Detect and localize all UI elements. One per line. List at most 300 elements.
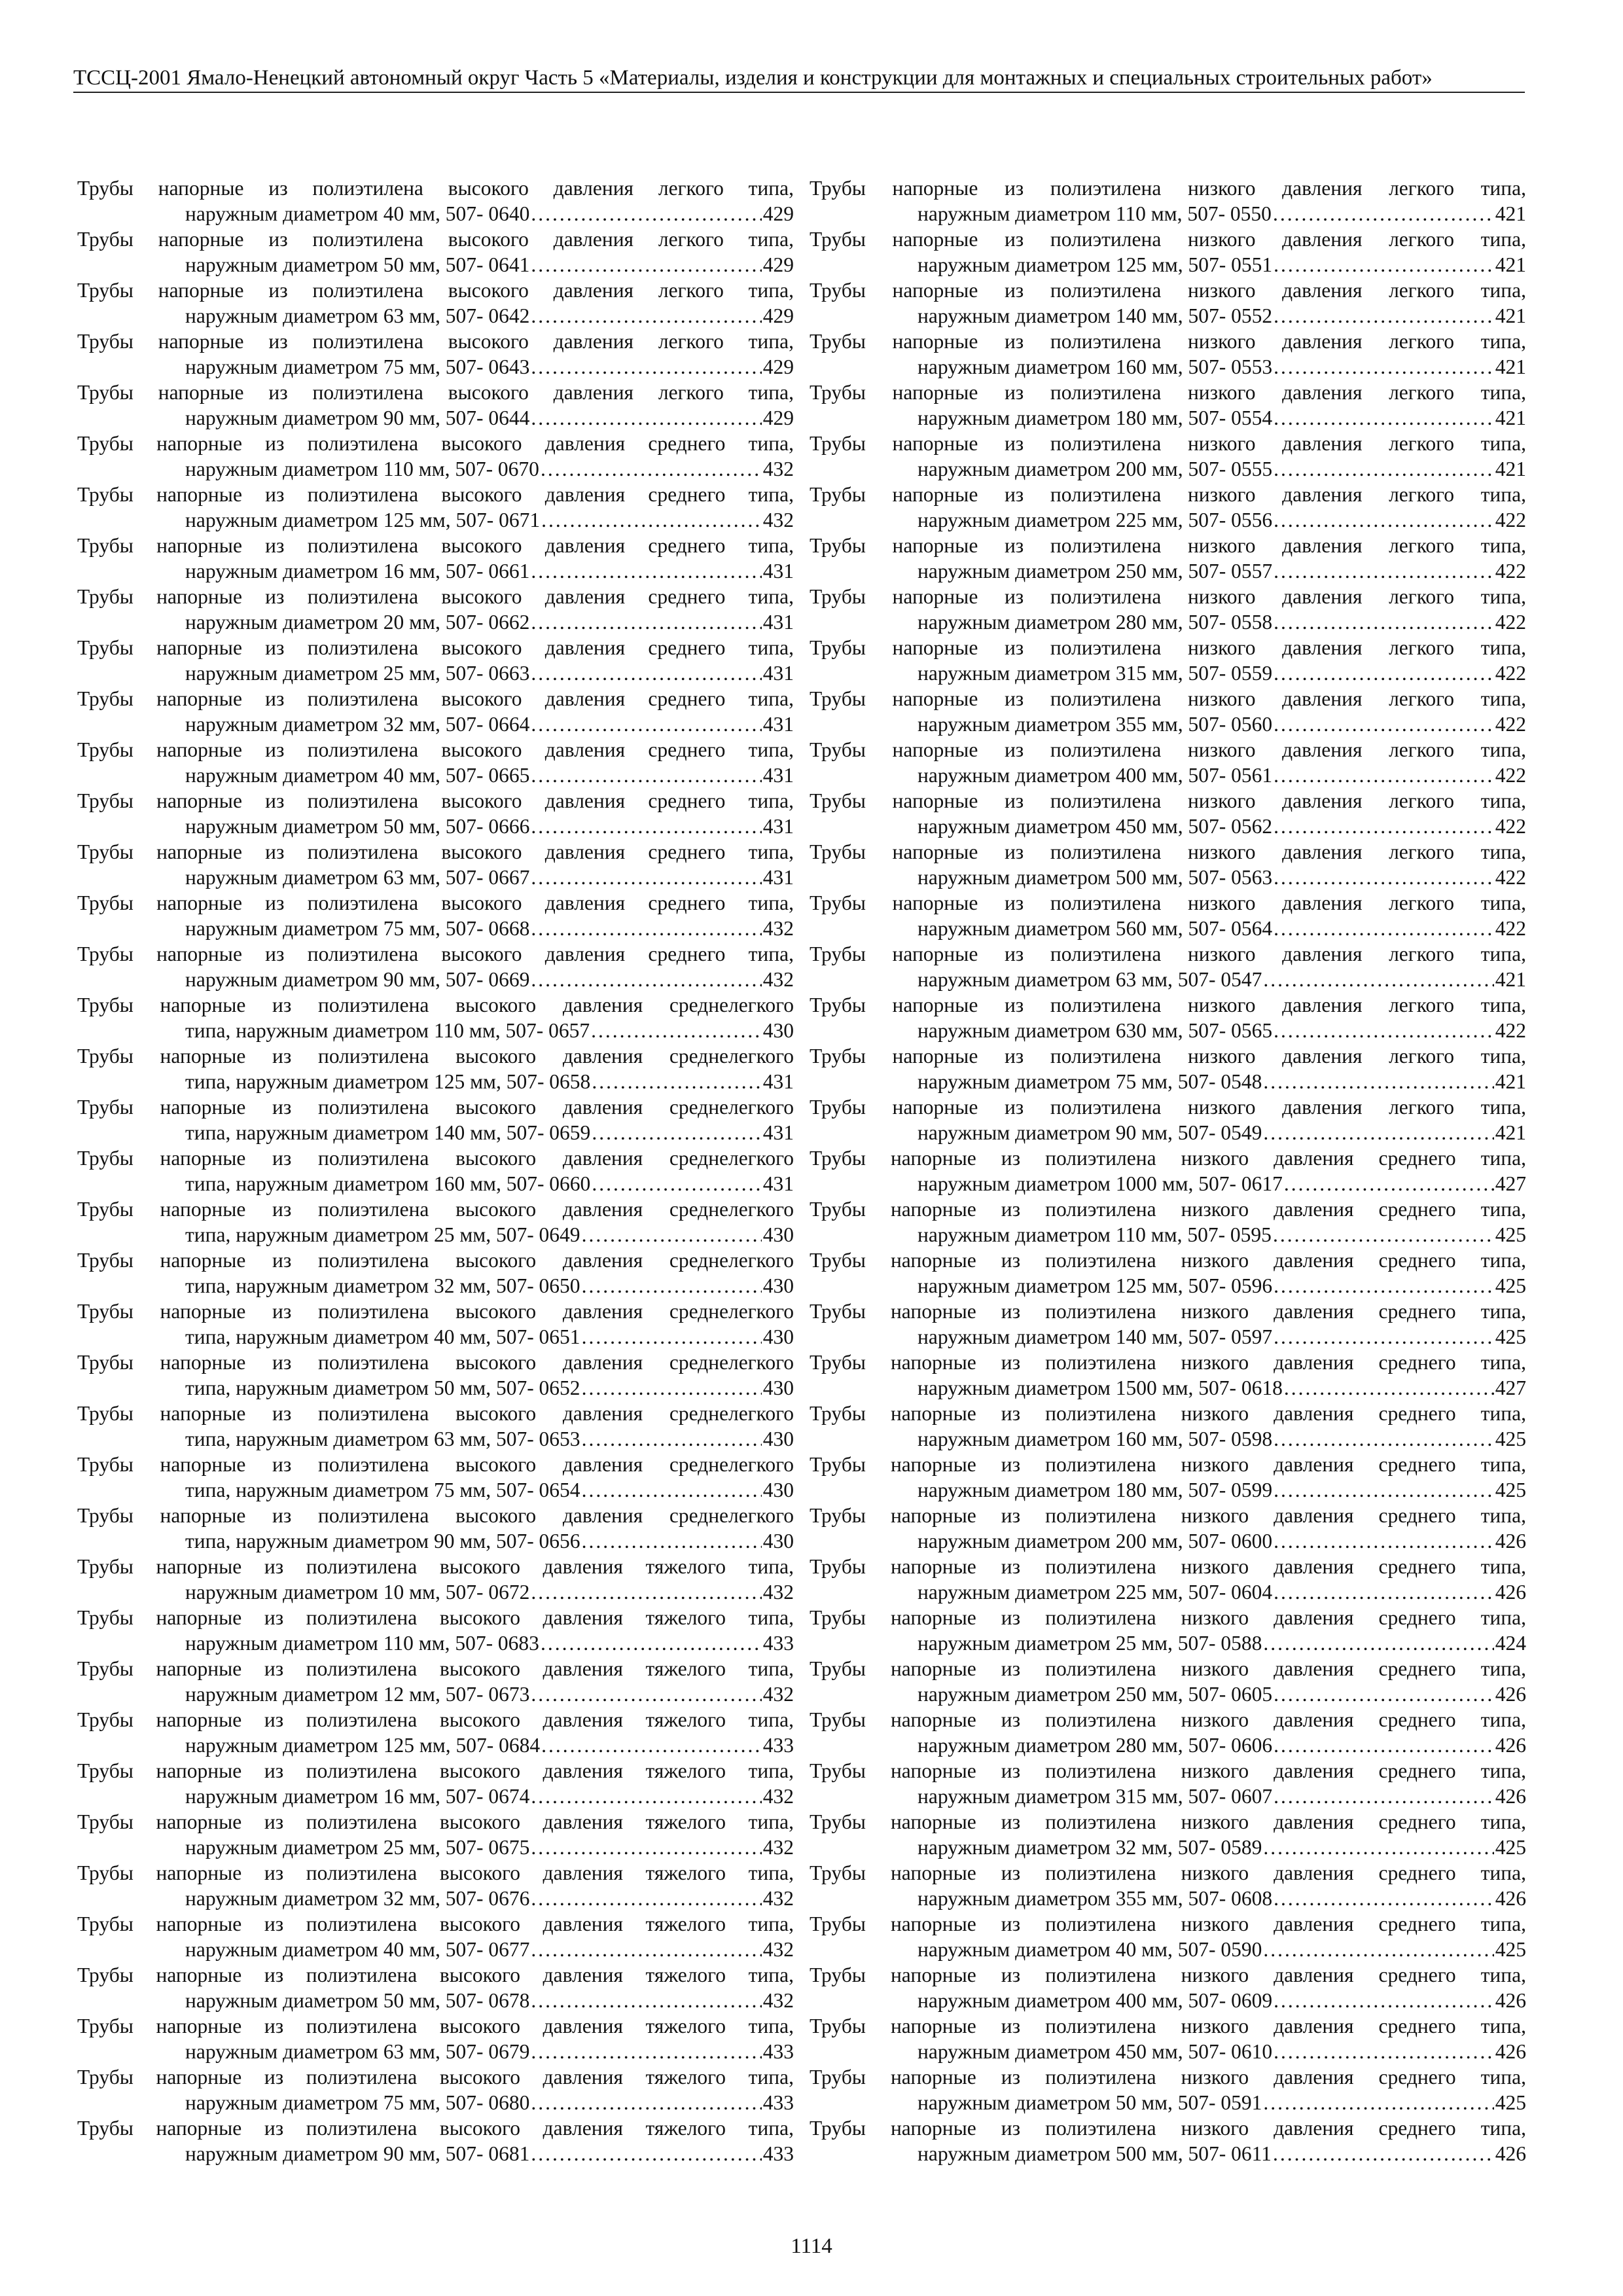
entry-page-ref: 425 <box>1495 1836 1526 1859</box>
index-entry <box>77 1809 794 1860</box>
index-entry <box>810 1911 1526 1962</box>
dot-leader <box>592 1171 761 1196</box>
entry-detail-text: наружным диаметром 400 мм, 507- 0561 <box>918 764 1273 787</box>
dot-leader <box>582 1324 762 1350</box>
entry-page-ref: 430 <box>762 1019 794 1042</box>
entry-detail-line <box>77 2141 794 2166</box>
entry-detail-line <box>810 456 1526 482</box>
entry-title-line: Трубы напорные из полиэтилена высокого давления тяжелого типа, <box>77 1708 794 1731</box>
dot-leader <box>1274 711 1494 737</box>
entry-detail-line <box>77 1069 794 1094</box>
entry-detail-text: наружным диаметром 32 мм, 507- 0589 <box>918 1836 1262 1859</box>
entry-detail-line <box>77 1732 794 1758</box>
index-entry <box>810 941 1526 992</box>
entry-detail-text: наружным диаметром 250 мм, 507- 0605 <box>918 1683 1273 1706</box>
entry-title-line: Трубы напорные из полиэтилена высокого давления легкого типа, <box>77 228 794 251</box>
entry-detail-text: наружным диаметром 20 мм, 507- 0662 <box>185 611 530 634</box>
index-entry <box>810 584 1526 635</box>
entry-page-ref: 430 <box>762 1274 794 1297</box>
entry-title-line: Трубы напорные из полиэтилена низкого давления среднего типа, <box>810 1708 1526 1731</box>
dot-leader <box>531 1784 761 1809</box>
entry-detail-text: типа, наружным диаметром 75 мм, 507- 0654 <box>185 1479 580 1501</box>
entry-title-line: Трубы напорные из полиэтилена низкого давления легкого типа, <box>810 177 1526 200</box>
entry-detail-text: наружным диаметром 63 мм, 507- 0667 <box>185 866 530 889</box>
entry-title-line: Трубы напорные из полиэтилена низкого давления среднего типа, <box>810 1300 1526 1323</box>
entry-detail-line <box>810 201 1526 226</box>
entry-page-ref: 431 <box>762 815 794 838</box>
entry-detail-line <box>810 660 1526 686</box>
entry-title-line: Трубы напорные из полиэтилена низкого давления среднего типа, <box>810 1606 1526 1629</box>
entry-page-ref: 432 <box>762 917 794 940</box>
entry-page-ref: 430 <box>762 1223 794 1246</box>
entry-title-line: Трубы напорные из полиэтилена высокого давления среднелегкого <box>77 1402 794 1425</box>
entry-detail-text: типа, наружным диаметром 63 мм, 507- 0653 <box>185 1427 580 1450</box>
entry-title-line: Трубы напорные из полиэтилена низкого давления легкого типа, <box>810 534 1526 557</box>
entry-detail-line <box>77 916 794 941</box>
entry-page-ref: 432 <box>762 968 794 991</box>
index-entry <box>810 1247 1526 1299</box>
entry-title-line: Трубы напорные из полиэтилена высокого давления среднего типа, <box>77 534 794 557</box>
entry-detail-line <box>77 1886 794 1911</box>
dot-leader <box>531 303 761 329</box>
dot-leader <box>1274 1477 1494 1503</box>
entry-page-ref: 431 <box>762 611 794 634</box>
dot-leader <box>582 1528 762 1554</box>
index-entry <box>810 1809 1526 1860</box>
entry-title-line: Трубы напорные из полиэтилена высокого давления среднего типа, <box>77 483 794 506</box>
entry-page-ref: 421 <box>1495 202 1526 225</box>
entry-page-ref: 424 <box>1495 1632 1526 1655</box>
entry-detail-text: наружным диаметром 63 мм, 507- 0547 <box>918 968 1262 991</box>
entry-page-ref: 431 <box>762 560 794 583</box>
entry-title-line: Трубы напорные из полиэтилена высокого давления среднелегкого <box>77 994 794 1016</box>
entry-detail-line <box>810 916 1526 941</box>
entry-page-ref: 425 <box>1495 1223 1526 1246</box>
dot-leader <box>1284 1375 1494 1401</box>
dot-leader <box>531 660 761 686</box>
index-entry <box>810 1503 1526 1554</box>
entry-page-ref: 432 <box>762 1887 794 1910</box>
index-entry <box>77 226 794 278</box>
entry-detail-line <box>77 1681 794 1707</box>
index-entry <box>77 1247 794 1299</box>
running-header: ТССЦ-2001 Ямало-Ненецкий автономный округ Часть 5 «Материалы, изделия и конструкции для монтажных и специальных строительных работ» <box>73 65 1525 93</box>
entry-detail-line <box>810 2039 1526 2064</box>
index-entry <box>810 1962 1526 2013</box>
entry-page-ref: 422 <box>1495 866 1526 889</box>
index-entry <box>810 992 1526 1043</box>
entry-detail-line <box>77 1835 794 1860</box>
entry-detail-text: типа, наружным диаметром 110 мм, 507- 0657 <box>185 1019 590 1042</box>
index-entry <box>810 788 1526 839</box>
entry-detail-line <box>77 1171 794 1196</box>
index-entry <box>77 1350 794 1401</box>
dot-leader <box>582 1477 762 1503</box>
entry-detail-text: типа, наружным диаметром 25 мм, 507- 0649 <box>185 1223 580 1246</box>
entry-detail-text: наружным диаметром 225 мм, 507- 0556 <box>918 509 1273 531</box>
dot-leader <box>592 1069 761 1094</box>
entry-page-ref: 425 <box>1495 2091 1526 2114</box>
index-entry <box>810 1350 1526 1401</box>
entry-page-ref: 430 <box>762 1530 794 1552</box>
entry-detail-line <box>77 507 794 533</box>
entry-detail-text: наружным диаметром 16 мм, 507- 0674 <box>185 1785 530 1808</box>
entry-title-line: Трубы напорные из полиэтилена высокого давления среднелегкого <box>77 1096 794 1119</box>
entry-detail-text: наружным диаметром 315 мм, 507- 0607 <box>918 1785 1273 1808</box>
dot-leader <box>1274 558 1494 584</box>
entry-title-line: Трубы напорные из полиэтилена низкого давления среднего типа, <box>810 1147 1526 1170</box>
index-entry <box>77 175 794 226</box>
entry-detail-line <box>810 1630 1526 1656</box>
entry-detail-text: наружным диаметром 75 мм, 507- 0668 <box>185 917 530 940</box>
entry-page-ref: 431 <box>762 1121 794 1144</box>
entry-detail-line <box>810 762 1526 788</box>
index-entry <box>810 278 1526 329</box>
entry-page-ref: 429 <box>762 406 794 429</box>
entry-title-line: Трубы напорные из полиэтилена низкого давления легкого типа, <box>810 789 1526 812</box>
entry-detail-line <box>810 405 1526 431</box>
index-entry <box>77 1605 794 1656</box>
entry-title-line: Трубы напорные из полиэтилена низкого давления легкого типа, <box>810 228 1526 251</box>
entry-page-ref: 430 <box>762 1325 794 1348</box>
page-number: 1114 <box>791 2234 832 2258</box>
entry-title-line: Трубы напорные из полиэтилена низкого давления легкого типа, <box>810 330 1526 353</box>
dot-leader <box>531 762 761 788</box>
entry-detail-text: типа, наружным диаметром 140 мм, 507- 0659 <box>185 1121 591 1144</box>
entry-title-line: Трубы напорные из полиэтилена высокого давления среднего типа, <box>77 432 794 455</box>
entry-page-ref: 421 <box>1495 457 1526 480</box>
entry-title-line: Трубы напорные из полиэтилена низкого давления среднего типа, <box>810 1249 1526 1272</box>
entry-detail-line <box>810 2141 1526 2166</box>
entry-detail-line <box>77 1273 794 1299</box>
index-entry <box>810 635 1526 686</box>
entry-detail-text: наружным диаметром 110 мм, 507- 0683 <box>185 1632 539 1655</box>
entry-detail-line <box>77 1120 794 1145</box>
dot-leader <box>531 354 761 380</box>
dot-leader <box>531 1988 761 2013</box>
entry-detail-line <box>810 1273 1526 1299</box>
entry-detail-line <box>810 1222 1526 1247</box>
entry-detail-text: наружным диаметром 50 мм, 507- 0591 <box>918 2091 1262 2114</box>
dot-leader <box>1274 1681 1494 1707</box>
entry-page-ref: 427 <box>1495 1376 1526 1399</box>
entry-page-ref: 422 <box>1495 815 1526 838</box>
index-entry <box>77 1554 794 1605</box>
index-entry <box>810 1707 1526 1758</box>
entry-title-line: Трубы напорные из полиэтилена низкого давления среднего типа, <box>810 1198 1526 1221</box>
entry-page-ref: 426 <box>1495 2040 1526 2063</box>
entry-page-ref: 429 <box>762 304 794 327</box>
entry-page-ref: 426 <box>1495 1785 1526 1808</box>
dot-leader <box>1263 1069 1493 1094</box>
entry-page-ref: 431 <box>762 866 794 889</box>
entry-detail-line <box>77 1018 794 1043</box>
entry-detail-text: наружным диаметром 25 мм, 507- 0675 <box>185 1836 530 1859</box>
entry-detail-line <box>810 1120 1526 1145</box>
entry-detail-line <box>77 1937 794 1962</box>
entry-detail-text: наружным диаметром 63 мм, 507- 0679 <box>185 2040 530 2063</box>
entry-title-line: Трубы напорные из полиэтилена высокого давления среднего типа, <box>77 891 794 914</box>
entry-page-ref: 432 <box>762 1989 794 2012</box>
entry-page-ref: 422 <box>1495 713 1526 736</box>
entry-title-line: Трубы напорные из полиэтилена высокого давления тяжелого типа, <box>77 1657 794 1680</box>
entry-detail-line <box>810 1375 1526 1401</box>
entry-detail-text: наружным диаметром 110 мм, 507- 0550 <box>918 202 1272 225</box>
index-entry <box>77 1656 794 1707</box>
dot-leader <box>1263 1835 1493 1860</box>
index-entry <box>810 1043 1526 1094</box>
entry-title-line: Трубы напорные из полиэтилена высокого давления легкого типа, <box>77 381 794 404</box>
entry-title-line: Трубы напорные из полиэтилена низкого давления среднего типа, <box>810 1351 1526 1374</box>
entry-title-line: Трубы напорные из полиэтилена низкого давления среднего типа, <box>810 1555 1526 1578</box>
entry-title-line: Трубы напорные из полиэтилена высокого давления тяжелого типа, <box>77 1810 794 1833</box>
entry-page-ref: 426 <box>1495 1581 1526 1604</box>
entry-page-ref: 427 <box>1495 1172 1526 1195</box>
dot-leader <box>1274 456 1494 482</box>
entry-title-line: Трубы напорные из полиэтилена высокого давления тяжелого типа, <box>77 1759 794 1782</box>
dot-leader <box>531 609 761 635</box>
entry-page-ref: 432 <box>762 1836 794 1859</box>
index-entry <box>77 992 794 1043</box>
entry-page-ref: 422 <box>1495 917 1526 940</box>
entry-title-line: Трубы напорные из полиэтилена высокого давления среднелегкого <box>77 1504 794 1527</box>
dot-leader <box>531 2141 761 2166</box>
index-entry <box>77 737 794 788</box>
index-entry <box>810 226 1526 278</box>
index-entry <box>77 584 794 635</box>
dot-leader <box>531 1681 761 1707</box>
entry-detail-line <box>810 1732 1526 1758</box>
entry-detail-line <box>810 1477 1526 1503</box>
entry-title-line: Трубы напорные из полиэтилена высокого давления среднего типа, <box>77 840 794 863</box>
entry-page-ref: 426 <box>1495 1734 1526 1757</box>
entry-detail-line <box>810 1018 1526 1043</box>
dot-leader <box>1263 2090 1493 2115</box>
entry-detail-text: типа, наружным диаметром 160 мм, 507- 0660 <box>185 1172 591 1195</box>
entry-page-ref: 422 <box>1495 509 1526 531</box>
entry-detail-text: наружным диаметром 630 мм, 507- 0565 <box>918 1019 1273 1042</box>
index-entry <box>77 2115 794 2166</box>
entry-detail-text: наружным диаметром 75 мм, 507- 0680 <box>185 2091 530 2114</box>
entry-title-line: Трубы напорные из полиэтилена низкого давления легкого типа, <box>810 432 1526 455</box>
entry-page-ref: 430 <box>762 1479 794 1501</box>
entry-title-line: Трубы напорные из полиэтилена высокого давления тяжелого типа, <box>77 1555 794 1578</box>
entry-detail-line <box>810 1937 1526 1962</box>
entry-detail-text: наружным диаметром 25 мм, 507- 0588 <box>918 1632 1262 1655</box>
entry-title-line: Трубы напорные из полиэтилена низкого давления легкого типа, <box>810 942 1526 965</box>
entry-detail-text: типа, наружным диаметром 125 мм, 507- 0658 <box>185 1070 591 1093</box>
entry-detail-line <box>77 1375 794 1401</box>
entry-detail-text: наружным диаметром 40 мм, 507- 0665 <box>185 764 530 787</box>
entry-page-ref: 429 <box>762 253 794 276</box>
dot-leader <box>541 1732 762 1758</box>
entry-detail-line <box>810 507 1526 533</box>
entry-detail-text: наружным диаметром 280 мм, 507- 0558 <box>918 611 1273 634</box>
entry-detail-text: наружным диаметром 90 мм, 507- 0669 <box>185 968 530 991</box>
entry-detail-line <box>810 1426 1526 1452</box>
entry-detail-text: наружным диаметром 280 мм, 507- 0606 <box>918 1734 1273 1757</box>
entry-detail-text: наружным диаметром 40 мм, 507- 0677 <box>185 1938 530 1961</box>
dot-leader <box>1263 1937 1493 1962</box>
entry-page-ref: 429 <box>762 202 794 225</box>
entry-detail-text: наружным диаметром 500 мм, 507- 0611 <box>918 2142 1272 2165</box>
entry-detail-text: наружным диаметром 1500 мм, 507- 0618 <box>918 1376 1283 1399</box>
entry-page-ref: 421 <box>1495 304 1526 327</box>
entry-page-ref: 432 <box>762 1683 794 1706</box>
index-entry <box>77 686 794 737</box>
entry-detail-text: наружным диаметром 75 мм, 507- 0548 <box>918 1070 1262 1093</box>
entry-page-ref: 426 <box>1495 1683 1526 1706</box>
entry-detail-line <box>77 1579 794 1605</box>
entry-detail-line <box>810 814 1526 839</box>
entry-detail-line <box>77 1528 794 1554</box>
index-entry <box>810 380 1526 431</box>
entry-detail-text: наружным диаметром 125 мм, 507- 0551 <box>918 253 1273 276</box>
dot-leader <box>541 507 762 533</box>
dot-leader <box>531 814 761 839</box>
entry-detail-text: наружным диаметром 25 мм, 507- 0663 <box>185 662 530 685</box>
entry-page-ref: 426 <box>1495 1887 1526 1910</box>
dot-leader <box>1273 2141 1494 2166</box>
entry-title-line: Трубы напорные из полиэтилена низкого давления среднего типа, <box>810 1861 1526 1884</box>
entry-page-ref: 432 <box>762 1785 794 1808</box>
entry-page-ref: 421 <box>1495 1121 1526 1144</box>
index-entry <box>810 533 1526 584</box>
entry-detail-line <box>77 252 794 278</box>
entry-detail-line <box>810 1324 1526 1350</box>
entry-detail-text: наружным диаметром 32 мм, 507- 0664 <box>185 713 530 736</box>
index-entry <box>77 329 794 380</box>
entry-title-line: Трубы напорные из полиэтилена низкого давления среднего типа, <box>810 1402 1526 1425</box>
entry-detail-line <box>77 1477 794 1503</box>
entry-page-ref: 421 <box>1495 1070 1526 1093</box>
entry-detail-line <box>810 1886 1526 1911</box>
entry-detail-text: наружным диаметром 10 мм, 507- 0672 <box>185 1581 530 1604</box>
entry-title-line: Трубы напорные из полиэтилена высокого давления среднего типа, <box>77 585 794 608</box>
entry-detail-line <box>77 1222 794 1247</box>
entry-detail-text: типа, наружным диаметром 50 мм, 507- 0652 <box>185 1376 580 1399</box>
dot-leader <box>531 2090 761 2115</box>
entry-detail-line <box>810 252 1526 278</box>
entry-detail-line <box>77 711 794 737</box>
entry-detail-text: наружным диаметром 125 мм, 507- 0596 <box>918 1274 1273 1297</box>
entry-title-line: Трубы напорные из полиэтилена высокого давления легкого типа, <box>77 330 794 353</box>
entry-detail-line <box>77 405 794 431</box>
entry-detail-text: наружным диаметром 32 мм, 507- 0676 <box>185 1887 530 1910</box>
entry-title-line: Трубы напорные из полиэтилена высокого давления среднелегкого <box>77 1249 794 1272</box>
entry-detail-text: наружным диаметром 12 мм, 507- 0673 <box>185 1683 530 1706</box>
dot-leader <box>1274 1579 1494 1605</box>
index-entry <box>810 175 1526 226</box>
entry-page-ref: 426 <box>1495 1530 1526 1552</box>
index-entry <box>810 1094 1526 1145</box>
entry-title-line: Трубы напорные из полиэтилена низкого давления легкого типа, <box>810 891 1526 914</box>
entry-page-ref: 425 <box>1495 1479 1526 1501</box>
index-entry <box>810 686 1526 737</box>
entry-detail-line <box>77 2039 794 2064</box>
entry-title-line: Трубы напорные из полиэтилена низкого давления среднего типа, <box>810 2066 1526 2089</box>
entry-detail-line <box>77 2090 794 2115</box>
dot-leader <box>1274 405 1494 431</box>
entry-title-line: Трубы напорные из полиэтилена высокого давления тяжелого типа, <box>77 1964 794 1986</box>
entry-title-line: Трубы напорные из полиэтилена высокого давления легкого типа, <box>77 279 794 302</box>
dot-leader <box>1274 1324 1494 1350</box>
entry-detail-text: наружным диаметром 1000 мм, 507- 0617 <box>918 1172 1283 1195</box>
dot-leader <box>531 711 761 737</box>
entry-detail-line <box>77 865 794 890</box>
entry-page-ref: 433 <box>762 1734 794 1757</box>
index-entry <box>77 1043 794 1094</box>
dot-leader <box>531 1579 761 1605</box>
entry-title-line: Трубы напорные из полиэтилена низкого давления легкого типа, <box>810 585 1526 608</box>
index-entry <box>77 1707 794 1758</box>
entry-detail-text: наружным диаметром 125 мм, 507- 0671 <box>185 509 541 531</box>
entry-page-ref: 426 <box>1495 2142 1526 2165</box>
entry-detail-text: наружным диаметром 450 мм, 507- 0562 <box>918 815 1273 838</box>
entry-page-ref: 433 <box>762 2091 794 2114</box>
entry-title-line: Трубы напорные из полиэтилена низкого давления среднего типа, <box>810 2015 1526 2037</box>
entry-title-line: Трубы напорные из полиэтилена высокого давления среднего типа, <box>77 789 794 812</box>
index-entry <box>77 839 794 890</box>
entry-detail-text: наружным диаметром 400 мм, 507- 0609 <box>918 1989 1273 2012</box>
entry-title-line: Трубы напорные из полиэтилена высокого давления среднего типа, <box>77 636 794 659</box>
entry-title-line: Трубы напорные из полиэтилена высокого давления тяжелого типа, <box>77 2117 794 2140</box>
index-entry <box>810 482 1526 533</box>
entry-detail-text: наружным диаметром 225 мм, 507- 0604 <box>918 1581 1273 1604</box>
index-entry <box>77 941 794 992</box>
entry-detail-text: наружным диаметром 50 мм, 507- 0678 <box>185 1989 530 2012</box>
entry-title-line: Трубы напорные из полиэтилена низкого давления легкого типа, <box>810 483 1526 506</box>
entry-title-line: Трубы напорные из полиэтилена высокого давления тяжелого типа, <box>77 1606 794 1629</box>
index-entry <box>810 1758 1526 1809</box>
dot-leader <box>531 967 761 992</box>
entry-title-line: Трубы напорные из полиэтилена высокого давления среднелегкого <box>77 1300 794 1323</box>
entry-title-line: Трубы напорные из полиэтилена низкого давления легкого типа, <box>810 636 1526 659</box>
dot-leader <box>531 1937 761 1962</box>
entry-page-ref: 432 <box>762 457 794 480</box>
dot-leader <box>582 1426 762 1452</box>
index-entry <box>810 839 1526 890</box>
index-entry <box>810 329 1526 380</box>
entry-title-line: Трубы напорные из полиэтилена низкого давления легкого типа, <box>810 994 1526 1016</box>
dot-leader <box>1274 303 1494 329</box>
index-entry <box>77 482 794 533</box>
entry-page-ref: 425 <box>1495 1427 1526 1450</box>
entry-detail-line <box>810 1835 1526 1860</box>
entry-detail-line <box>77 609 794 635</box>
index-entry <box>77 1860 794 1911</box>
entry-title-line: Трубы напорные из полиэтилена низкого давления среднего типа, <box>810 2117 1526 2140</box>
entry-page-ref: 433 <box>762 1632 794 1655</box>
entry-detail-text: наружным диаметром 50 мм, 507- 0666 <box>185 815 530 838</box>
dot-leader <box>1284 1171 1494 1196</box>
dot-leader <box>1274 916 1494 941</box>
entry-title-line: Трубы напорные из полиэтилена высокого давления тяжелого типа, <box>77 1912 794 1935</box>
dot-leader <box>1263 967 1493 992</box>
index-entry <box>810 2013 1526 2064</box>
entry-detail-text: наружным диаметром 125 мм, 507- 0684 <box>185 1734 541 1757</box>
entry-detail-line <box>77 201 794 226</box>
dot-leader <box>1274 609 1494 635</box>
entry-detail-text: наружным диаметром 180 мм, 507- 0554 <box>918 406 1273 429</box>
dot-leader <box>1274 1018 1494 1043</box>
entry-title-line: Трубы напорные из полиэтилена высокого давления среднелегкого <box>77 1453 794 1476</box>
entry-detail-line <box>810 711 1526 737</box>
index-entry <box>77 890 794 941</box>
dot-leader <box>582 1375 762 1401</box>
dot-leader <box>1274 1886 1494 1911</box>
entry-page-ref: 430 <box>762 1427 794 1450</box>
